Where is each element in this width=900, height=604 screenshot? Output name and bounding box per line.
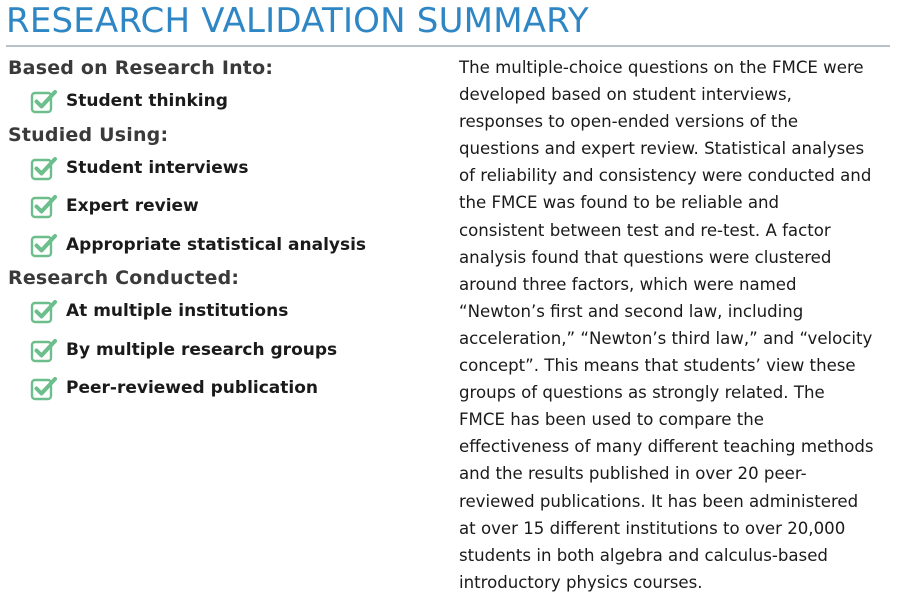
list-item <box>8 331 438 370</box>
description-line: responses to open-ended versions of the <box>459 112 799 132</box>
description-line: analysis found that questions were clustered <box>459 247 832 267</box>
description-line: reviewed publications. It has been administered <box>459 491 859 511</box>
check-label: By multiple research groups <box>66 339 338 360</box>
check-list <box>8 149 438 265</box>
list-item <box>8 292 438 331</box>
list-item <box>8 369 438 408</box>
description-line: consistent between test and re-test. A factor <box>459 220 831 240</box>
page-title: RESEARCH VALIDATION SUMMARY <box>6 1 589 41</box>
check-label: At multiple institutions <box>66 301 289 322</box>
section-studied-using <box>8 121 438 265</box>
description-line: and the results published in over 20 peer- <box>459 464 807 484</box>
checkbox-checked-icon <box>30 88 58 114</box>
description-line: developed based on student interviews, <box>459 85 792 105</box>
section-heading: Research Conducted: <box>8 267 240 289</box>
description-line: concept”. This means that students’ view these <box>459 356 856 376</box>
description-line: the FMCE was found to be reliable and <box>459 193 780 213</box>
description-line: “Newton’s first and second law, including <box>459 301 804 321</box>
section-based-on-research <box>8 54 438 121</box>
list-item <box>8 187 438 226</box>
check-label: Appropriate statistical analysis <box>66 234 367 255</box>
validation-checklist <box>8 54 438 408</box>
description-line: The multiple-choice questions on the FMCE were <box>459 58 864 77</box>
description-line: acceleration,” “Newton’s third law,” and “velocity <box>459 328 873 348</box>
description-line: questions and expert review. Statistical analyses <box>459 139 865 159</box>
description-line: of reliability and consistency were conducted and <box>459 166 872 186</box>
description-line: around three factors, which were named <box>459 274 797 294</box>
description-line: introductory physics courses. <box>459 572 703 592</box>
section-heading: Studied Using: <box>8 123 169 146</box>
description-line: FMCE has been used to compare the <box>459 410 764 430</box>
checkbox-checked-icon <box>30 375 58 401</box>
checkbox-checked-icon <box>30 337 58 363</box>
checkbox-checked-icon <box>30 232 58 258</box>
check-label: Student thinking <box>66 91 228 112</box>
check-label: Expert review <box>66 196 199 217</box>
check-list <box>8 292 438 408</box>
title-divider <box>6 45 890 47</box>
checkbox-checked-icon <box>30 193 58 219</box>
list-item <box>8 226 438 265</box>
checkbox-checked-icon <box>30 155 58 181</box>
description-line: students in both algebra and calculus-based <box>459 545 828 565</box>
description-paragraph <box>459 54 895 596</box>
section-research-conducted <box>8 264 438 408</box>
check-label: Peer-reviewed publication <box>66 378 319 399</box>
description-line: at over 15 different institutions to over 20,000 <box>459 518 846 538</box>
list-item <box>8 82 438 121</box>
check-label: Student interviews <box>66 157 249 178</box>
description-line: effectiveness of many different teaching methods <box>459 437 874 457</box>
check-list <box>8 82 438 121</box>
list-item <box>8 149 438 188</box>
section-heading: Based on Research Into: <box>8 57 274 79</box>
description-line: groups of questions as strongly related. The <box>459 383 825 403</box>
checkbox-checked-icon <box>30 298 58 324</box>
